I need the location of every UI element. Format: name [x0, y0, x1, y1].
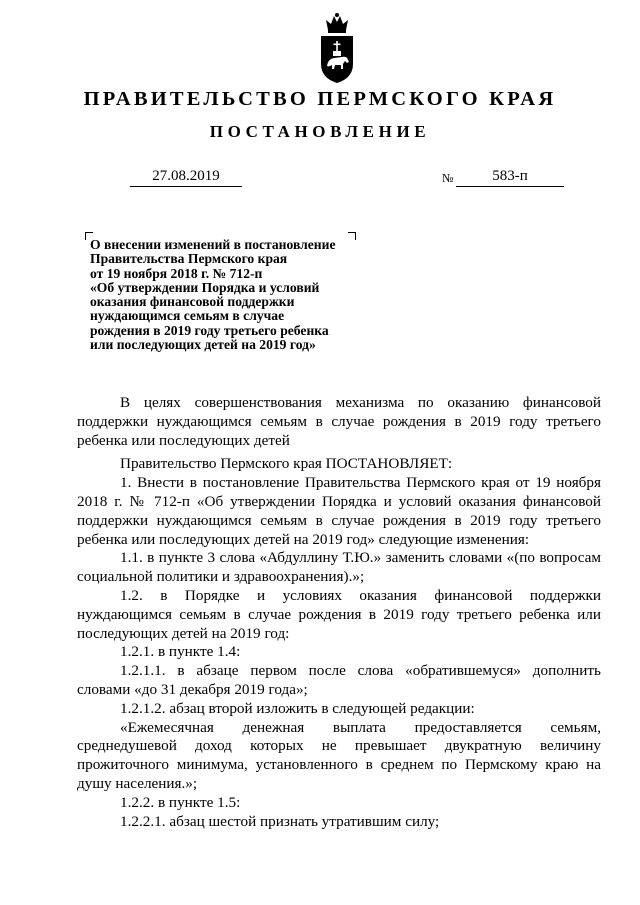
document-body: [77, 394, 601, 831]
subject-line: О внесении изменений в постановление: [90, 237, 336, 252]
clause-1-2-2-1: 1.2.2.1. абзац шестой признать утратившим силу;: [120, 812, 440, 830]
government-title: ПРАВИТЕЛЬСТВО ПЕРМСКОГО КРАЯ: [83, 88, 557, 110]
clause-1-2-1-1: 1.2.1.1. в абзаце первом после слова «обратившемуся» дополнить словами «до 31 декабря 2019 года»;: [77, 662, 601, 698]
preamble-paragraph: В целях совершенствования механизма по оказанию финансовой поддержки нуждающимся семьям в случае рождения в 2019 году третьего ребенка или последующих детей: [77, 394, 601, 449]
subject-line: Правительства Пермского края: [90, 251, 288, 267]
subject-line: или последующих детей на 2019 год»: [90, 337, 316, 353]
document-type-heading: ПОСТАНОВЛЕНИЕ: [209, 122, 431, 141]
subject-line: нуждающимся семьям в случае: [90, 308, 285, 324]
document-number: 583-п: [456, 166, 564, 187]
quoted-paragraph: «Ежемесячная денежная выплата предоставляется семьям, среднедушевой доход которых не превышает двукратную величину прожиточного минимума, установленного в среднем по Пермскому краю на душу населения.»;: [77, 718, 601, 792]
coat-of-arms-icon: [318, 12, 356, 84]
clause-1: 1. Внести в постановление Правительства Пермского края от 19 ноября 2018 г. № 712-п «Об утверждении Порядка и условий оказания финансовой поддержки нуждающимся семьям в случае рождения в 2019 году третьего ребенка или последующих детей на 2019 год» следующие изменения:: [77, 474, 601, 548]
document-subject: [90, 238, 390, 352]
clause-1-2-2: 1.2.2. в пункте 1.5:: [120, 793, 241, 811]
subject-line: рождения в 2019 году третьего ребенка: [90, 322, 329, 338]
subject-line: «Об утверждении Порядка и условий: [90, 279, 320, 295]
subject-line: от 19 ноября 2018 г. № 712-п: [90, 265, 263, 281]
clause-1-2: 1.2. в Порядке и условиях оказания финансовой поддержки нуждающимся семьям в случае рождения в 2019 году третьего ребенка или последующих детей на 2019 год:: [77, 586, 601, 642]
number-sign: №: [442, 171, 454, 185]
clause-1-2-1-2: 1.2.1.2. абзац второй изложить в следующей редакции:: [120, 699, 475, 717]
document-date: 27.08.2019: [130, 166, 242, 187]
resolution-statement: Правительство Пермского края ПОСТАНОВЛЯЕТ:: [120, 455, 453, 473]
clause-1-1: 1.1. в пункте 3 слова «Абдуллину Т.Ю.» заменить словами «(по вопросам социальной политики и здравоохранения).»;: [77, 549, 601, 586]
subject-line: оказания финансовой поддержки: [90, 294, 295, 310]
clause-1-2-1: 1.2.1. в пункте 1.4:: [120, 643, 241, 661]
